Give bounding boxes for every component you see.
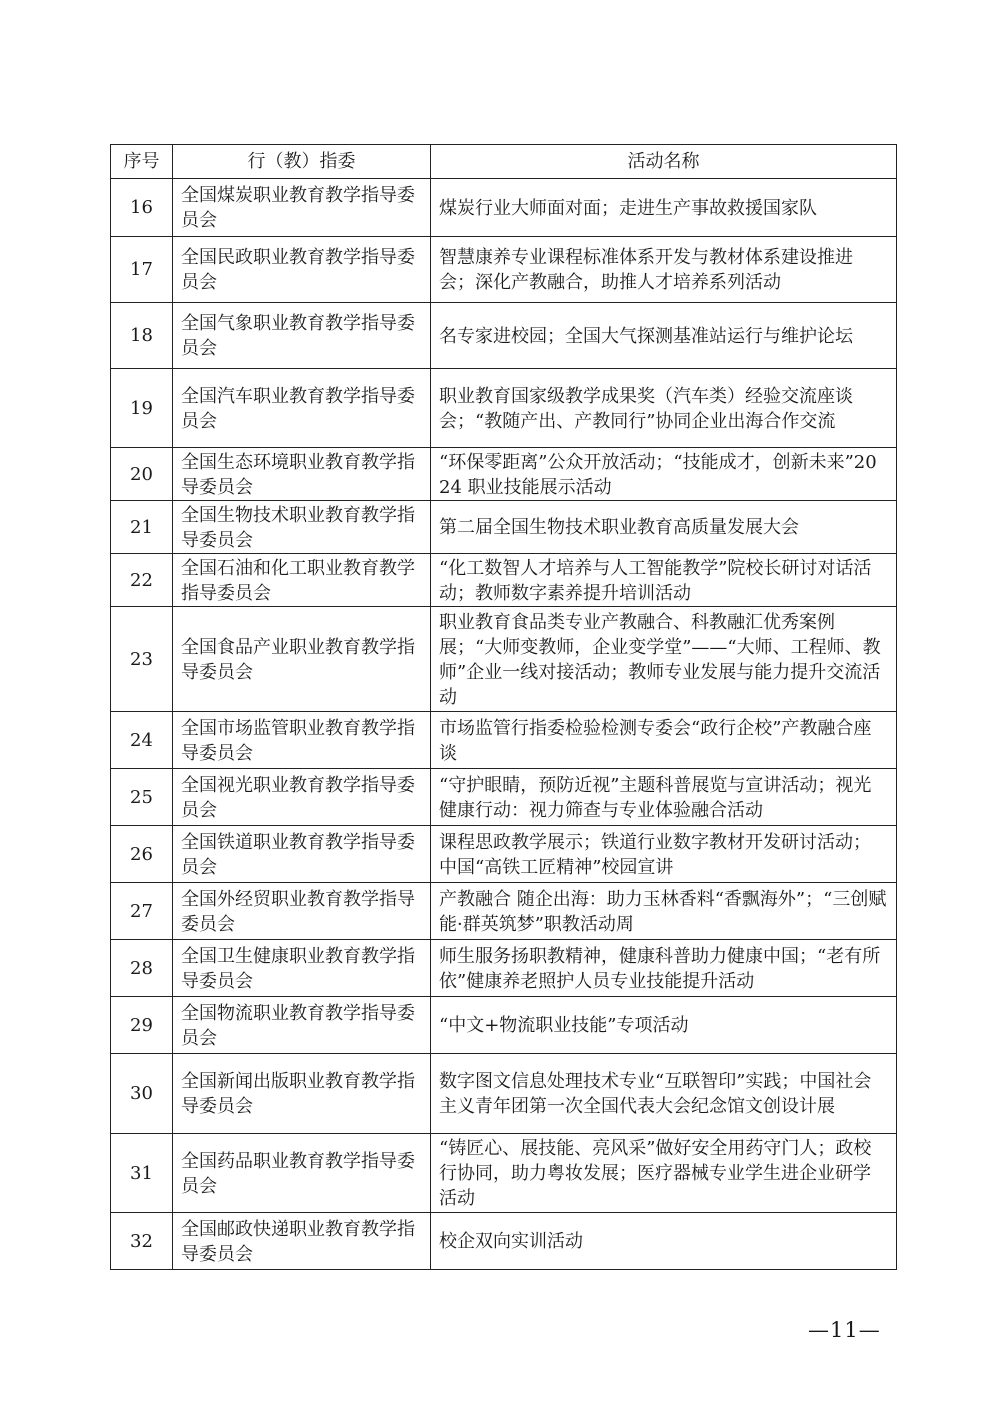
- row-serial-number: 32: [111, 1213, 173, 1270]
- row-committee: 全国新闻出版职业教育教学指导委员会: [173, 1054, 431, 1134]
- row-committee: 全国外经贸职业教育教学指导委员会: [173, 883, 431, 940]
- table-row: [111, 1054, 897, 1134]
- table-row: [111, 448, 897, 501]
- row-activity: “环保零距离”公众开放活动；“技能成才，创新未来”2024 职业技能展示活动: [431, 448, 897, 501]
- row-committee: 全国物流职业教育教学指导委员会: [173, 997, 431, 1054]
- row-activity: “化工数智人才培养与人工智能教学”院校长研讨对话活动；教师数字素养提升培训活动: [431, 554, 897, 607]
- activity-table: [110, 144, 897, 1270]
- row-committee: 全国食品产业职业教育教学指导委员会: [173, 607, 431, 712]
- row-committee: 全国市场监管职业教育教学指导委员会: [173, 712, 431, 769]
- row-serial-number: 20: [111, 448, 173, 501]
- row-serial-number: 27: [111, 883, 173, 940]
- table-row: [111, 554, 897, 607]
- row-committee: 全国卫生健康职业教育教学指导委员会: [173, 940, 431, 997]
- row-activity: 煤炭行业大师面对面；走进生产事故救援国家队: [431, 179, 897, 237]
- row-serial-number: 23: [111, 607, 173, 712]
- row-serial-number: 22: [111, 554, 173, 607]
- row-serial-number: 16: [111, 179, 173, 237]
- row-committee: 全国石油和化工职业教育教学指导委员会: [173, 554, 431, 607]
- row-activity: 第二届全国生物技术职业教育高质量发展大会: [431, 501, 897, 554]
- row-committee: 全国煤炭职业教育教学指导委员会: [173, 179, 431, 237]
- row-activity: 产教融合 随企出海：助力玉林香料“香飘海外”；“三创赋能·群英筑梦”职教活动周: [431, 883, 897, 940]
- row-serial-number: 30: [111, 1054, 173, 1134]
- table-body: [111, 179, 897, 1270]
- row-serial-number: 29: [111, 997, 173, 1054]
- table-row: [111, 712, 897, 769]
- table-row: [111, 501, 897, 554]
- row-committee: 全国生物技术职业教育教学指导委员会: [173, 501, 431, 554]
- row-committee: 全国气象职业教育教学指导委员会: [173, 303, 431, 369]
- row-committee: 全国邮政快递职业教育教学指导委员会: [173, 1213, 431, 1270]
- table-row: [111, 997, 897, 1054]
- row-activity: 校企双向实训活动: [431, 1213, 897, 1270]
- row-activity: 职业教育国家级教学成果奖（汽车类）经验交流座谈会；“教随产出、产教同行”协同企业出海合作交流: [431, 369, 897, 448]
- table-row: [111, 179, 897, 237]
- table-row: [111, 883, 897, 940]
- table-row: [111, 1213, 897, 1270]
- row-activity: “铸匠心、展技能、亮风采”做好安全用药守门人；政校行协同，助力粤妆发展；医疗器械专业学生进企业研学活动: [431, 1134, 897, 1213]
- row-committee: 全国视光职业教育教学指导委员会: [173, 769, 431, 826]
- row-committee: 全国汽车职业教育教学指导委员会: [173, 369, 431, 448]
- row-serial-number: 18: [111, 303, 173, 369]
- table-row: [111, 303, 897, 369]
- row-committee: 全国铁道职业教育教学指导委员会: [173, 826, 431, 883]
- row-activity: 智慧康养专业课程标准体系开发与教材体系建设推进会；深化产教融合，助推人才培养系列活动: [431, 237, 897, 303]
- table-row: [111, 826, 897, 883]
- row-activity: 数字图文信息处理技术专业“互联智印”实践；中国社会主义青年团第一次全国代表大会纪念馆文创设计展: [431, 1054, 897, 1134]
- row-serial-number: 31: [111, 1134, 173, 1213]
- row-serial-number: 19: [111, 369, 173, 448]
- row-activity: “守护眼睛，预防近视”主题科普展览与宣讲活动；视光健康行动：视力筛查与专业体验融合活动: [431, 769, 897, 826]
- table-row: [111, 607, 897, 712]
- page-number: —11—: [808, 1318, 881, 1342]
- row-serial-number: 24: [111, 712, 173, 769]
- row-activity: 职业教育食品类专业产教融合、科教融汇优秀案例展；“大师变教师，企业变学堂”——“大师、工程师、教师”企业一线对接活动；教师专业发展与能力提升交流活动: [431, 607, 897, 712]
- row-activity: 市场监管行指委检验检测专委会“政行企校”产教融合座谈: [431, 712, 897, 769]
- row-serial-number: 17: [111, 237, 173, 303]
- row-activity: 课程思政教学展示；铁道行业数字教材开发研讨活动；中国“高铁工匠精神”校园宣讲: [431, 826, 897, 883]
- row-serial-number: 25: [111, 769, 173, 826]
- header-committee: 行（教）指委: [173, 145, 431, 179]
- table-row: [111, 369, 897, 448]
- header-activity-name: 活动名称: [431, 145, 897, 179]
- row-serial-number: 26: [111, 826, 173, 883]
- table-header-row: [111, 145, 897, 179]
- row-activity: “中文+物流职业技能”专项活动: [431, 997, 897, 1054]
- table-row: [111, 237, 897, 303]
- table-row: [111, 940, 897, 997]
- row-activity: 师生服务扬职教精神，健康科普助力健康中国；“老有所依”健康养老照护人员专业技能提升活动: [431, 940, 897, 997]
- row-committee: 全国生态环境职业教育教学指导委员会: [173, 448, 431, 501]
- table-row: [111, 769, 897, 826]
- table-row: [111, 1134, 897, 1213]
- row-committee: 全国民政职业教育教学指导委员会: [173, 237, 431, 303]
- row-activity: 名专家进校园；全国大气探测基准站运行与维护论坛: [431, 303, 897, 369]
- row-serial-number: 28: [111, 940, 173, 997]
- row-committee: 全国药品职业教育教学指导委员会: [173, 1134, 431, 1213]
- header-serial-number: 序号: [111, 145, 173, 179]
- row-serial-number: 21: [111, 501, 173, 554]
